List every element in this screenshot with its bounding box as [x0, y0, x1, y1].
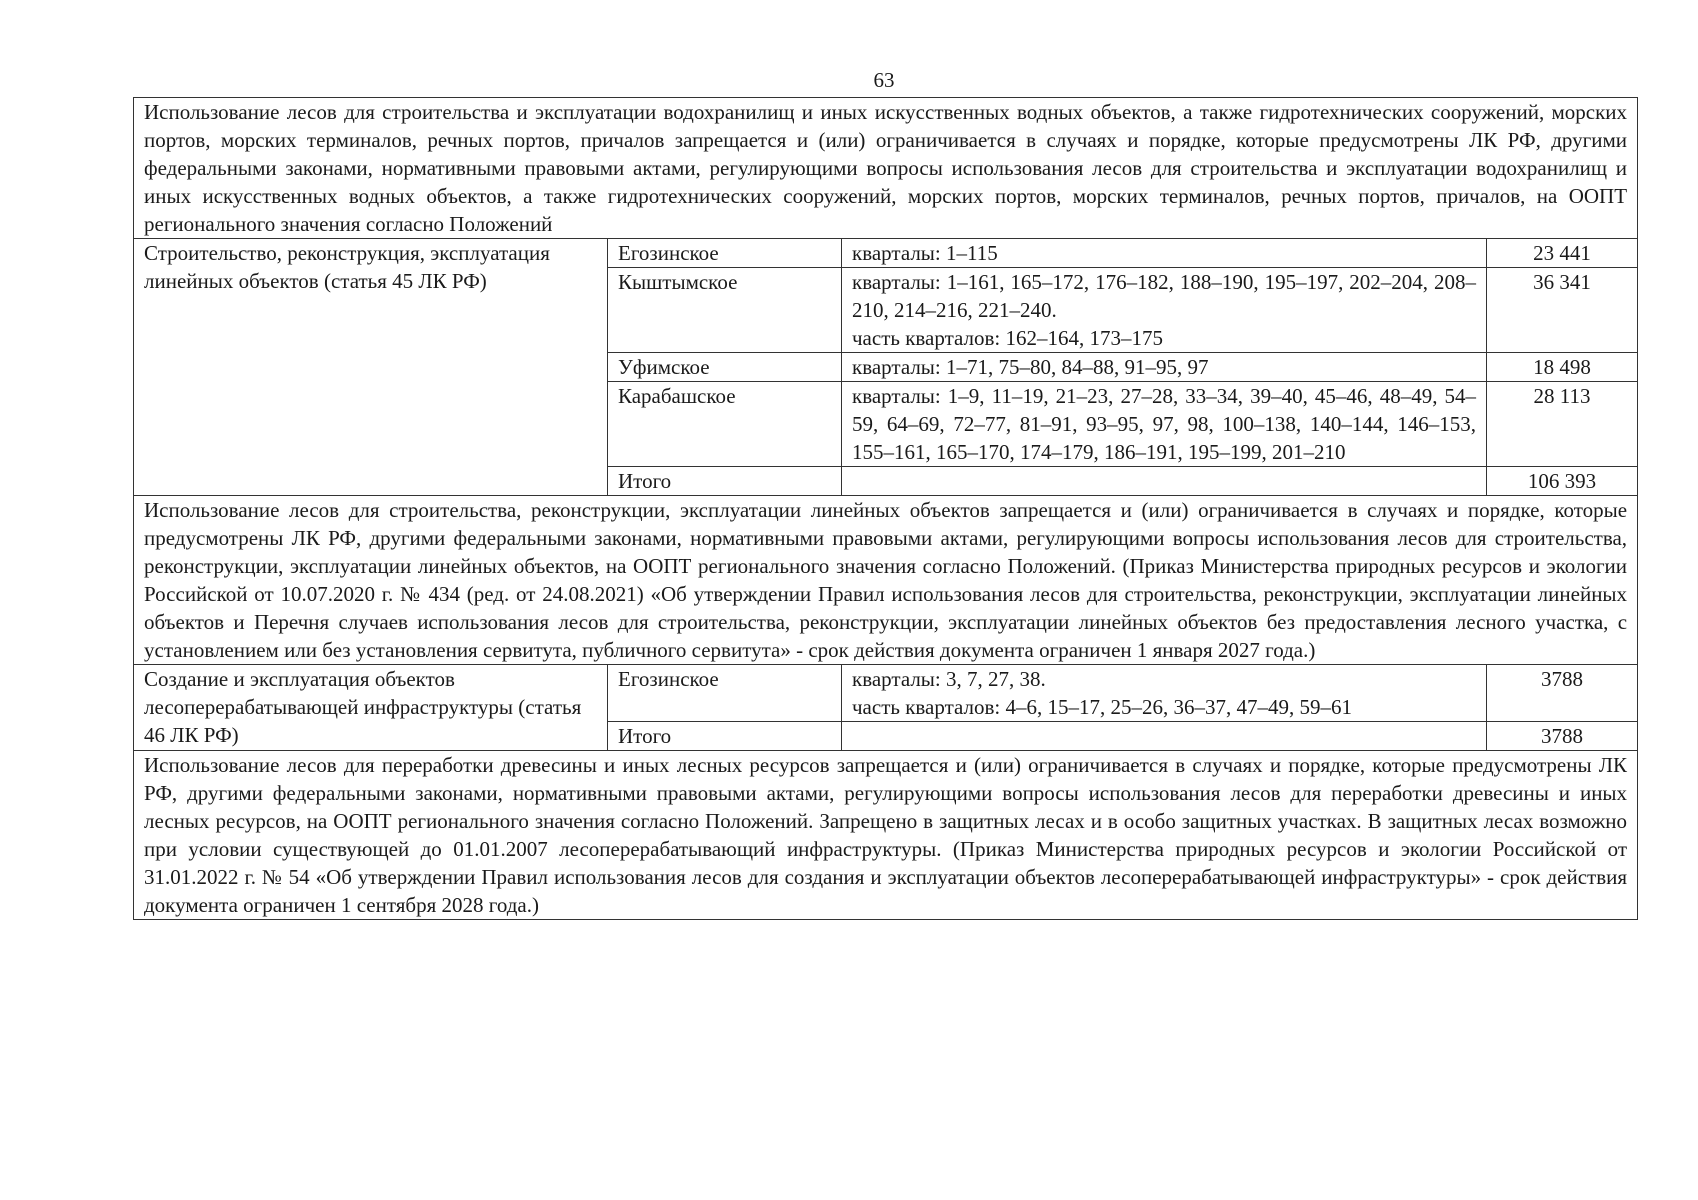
quarters-list: кварталы: 3, 7, 27, 38. [852, 667, 1046, 691]
table-row [134, 98, 1638, 239]
area-value: 36 341 [1487, 268, 1638, 353]
quarters-cell [842, 353, 1487, 382]
activity-processing-infrastructure: Создание и эксплуатация объектов лесоперерабатывающей инфраструктуры (статья 46 ЛК РФ) [134, 665, 608, 751]
quarters-list: кварталы: 1–161, 165–172, 176–182, 188–190, 195–197, 202–204, 208–210, 214–216, 221–240. [852, 270, 1476, 322]
quarters-list: кварталы: 1–115 [852, 241, 998, 265]
forestry-name: Уфимское [608, 353, 842, 382]
area-value: 23 441 [1487, 239, 1638, 268]
quarters-cell [842, 268, 1487, 353]
forestry-name: Кыштымское [608, 268, 842, 353]
forestry-name: Егозинское [608, 665, 842, 722]
partial-quarters-list: часть кварталов: 162–164, 173–175 [852, 326, 1164, 350]
page-number: 63 [873, 68, 895, 92]
area-value: 18 498 [1487, 353, 1638, 382]
forest-use-table [133, 97, 1638, 920]
total-area-value: 106 393 [1487, 467, 1638, 496]
quarters-list: кварталы: 1–71, 75–80, 84–88, 91–95, 97 [852, 355, 1209, 379]
quarters-cell [842, 382, 1487, 467]
text-block-wood-processing: Использование лесов для переработки древесины и иных лесных ресурсов запрещается и (или) ограничивается в случаях и порядке, которые предусмотрены ЛК РФ, другими федеральными законами, нормативными правовыми актами, регулирующими вопросы использования лесов для переработки древесины и иных лесных ресурсов, на ООПТ регионального значения согласно Положений. Запрещено в защитных лесах и в особо защитных участках. В защитных лесах возможно при условии существующей до 01.01.2007 лесоперерабатывающий инфраструктуры. (Приказ Министерства природных ресурсов и экологии Российской от 31.01.2022 г. № 54 «Об утверждении Правил использования лесов для создания и эксплуатации объектов лесоперерабатывающей инфраструктуры» - срок действия документа ограничен 1 сентября 2028 года.) [134, 751, 1638, 920]
partial-quarters-list: часть кварталов: 4–6, 15–17, 25–26, 36–37, 47–49, 59–61 [852, 695, 1353, 719]
quarters-cell [842, 665, 1487, 722]
total-label: Итого [608, 722, 842, 751]
forestry-name: Егозинское [608, 239, 842, 268]
text-block-linear-objects: Использование лесов для строительства, реконструкции, эксплуатации линейных объектов запрещается и (или) ограничивается в случаях и порядке, которые предусмотрены ЛК РФ, другими федеральными законами, нормативными правовыми актами, регулирующими вопросы использования лесов для строительства, реконструкции, эксплуатации линейных объектов, на ООПТ регионального значения согласно Положений. (Приказ Министерства природных ресурсов и экологии Российской от 10.07.2020 г. № 434 (ред. от 24.08.2021) «Об утверждении Правил использования лесов для строительства, реконструкции, эксплуатации линейных объектов и Перечня случаев использования лесов для строительства, реконструкции, эксплуатации линейных объектов без предоставления лесного участка, с установлением или без установления сервитута, публичного сервитута» - срок действия документа ограничен 1 января 2027 года.) [134, 496, 1638, 665]
quarters-list: кварталы: 1–9, 11–19, 21–23, 27–28, 33–34, 39–40, 45–46, 48–49, 54–59, 64–69, 72–77, 81–91, 93–95, 97, 98, 100–138, 140–144, 146–153, 155–161, 165–170, 174–179, 186–191, 195–199, 201–210 [852, 384, 1476, 464]
table-row [134, 496, 1638, 665]
table-row [134, 239, 1638, 268]
text-block-water-objects: Использование лесов для строительства и эксплуатации водохранилищ и иных искусственных водных объектов, а также гидротехнических сооружений, морских портов, морских терминалов, речных портов, причалов запрещается и (или) ограничивается в случаях и порядке, которые предусмотрены ЛК РФ, другими федеральными законами, нормативными правовыми актами, регулирующими вопросы использования лесов для строительства и эксплуатации водохранилищ и иных искусственных водных объектов, а также гидротехнических сооружений, морских портов, морских терминалов, речных портов, причалов, на ООПТ регионального значения согласно Положений [134, 98, 1638, 239]
quarters-cell [842, 239, 1487, 268]
total-label: Итого [608, 467, 842, 496]
total-area-value: 3788 [1487, 722, 1638, 751]
area-value: 28 113 [1487, 382, 1638, 467]
area-value: 3788 [1487, 665, 1638, 722]
table-row [134, 751, 1638, 920]
forestry-name: Карабашское [608, 382, 842, 467]
table-row [134, 665, 1638, 722]
empty-cell [842, 722, 1487, 751]
empty-cell [842, 467, 1487, 496]
activity-linear-objects: Строительство, реконструкция, эксплуатация линейных объектов (статья 45 ЛК РФ) [134, 239, 608, 496]
